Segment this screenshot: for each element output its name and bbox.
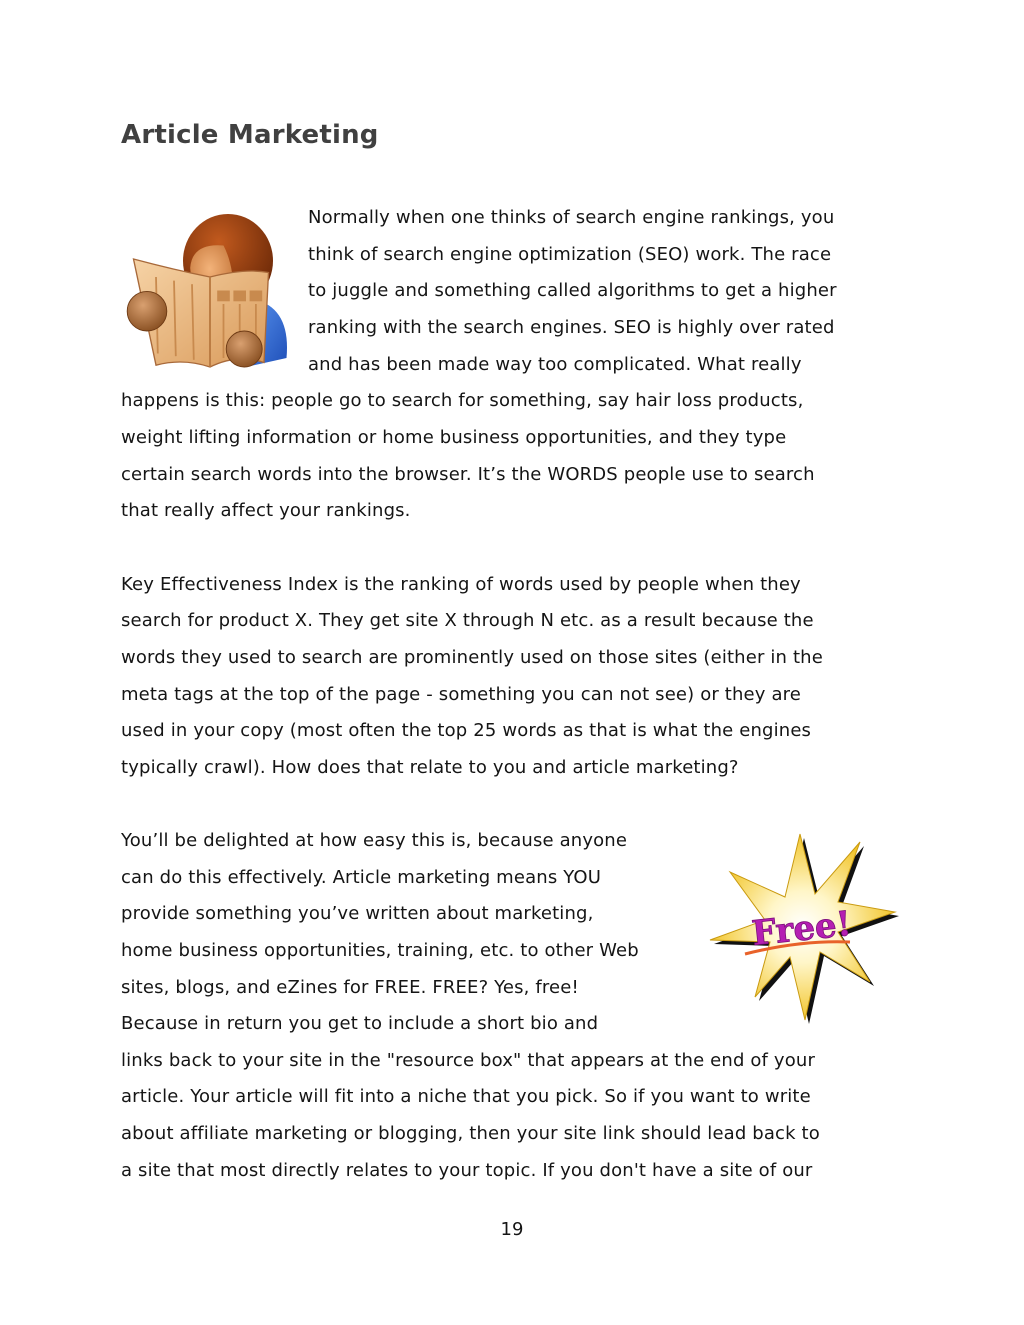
- paragraph-line: words they used to search are prominently used on those sites (either in the: [121, 647, 823, 668]
- paragraph-line: weight lifting information or home business opportunities, and they type: [121, 427, 787, 448]
- paragraph-line: provide something you’ve written about marketing,: [121, 903, 594, 924]
- paragraph-line: article. Your article will fit into a niche that you pick. So if you want to write: [121, 1086, 811, 1107]
- paragraph-line: used in your copy (most often the top 25 words as that is what the engines: [121, 720, 812, 741]
- paragraph-line: sites, blogs, and eZines for FREE. FREE? Yes, free!: [121, 977, 579, 998]
- paragraph-line: ranking with the search engines. SEO is highly over rated: [308, 317, 835, 338]
- newspaper-reader-icon: [120, 205, 300, 385]
- paragraph-line: You’ll be delighted at how easy this is, because anyone: [121, 830, 628, 851]
- paragraph-line: and has been made way too complicated. What really: [308, 354, 802, 375]
- paragraph-line: Normally when one thinks of search engine rankings, you: [308, 207, 835, 228]
- paragraph-line: about affiliate marketing or blogging, then your site link should lead back to: [121, 1123, 820, 1144]
- paragraph-line: Because in return you get to include a short bio and: [121, 1013, 599, 1034]
- paragraph-line: a site that most directly relates to your topic. If you don't have a site of our: [121, 1160, 813, 1181]
- free-badge-text: Free!: [750, 903, 854, 955]
- paragraph-line: Key Effectiveness Index is the ranking of words used by people when they: [121, 574, 801, 595]
- free-starburst-icon: [700, 832, 900, 1027]
- page-number: 19: [500, 1219, 524, 1240]
- paragraph-line: happens is this: people go to search for something, say hair loss products,: [121, 390, 804, 411]
- paragraph-line: meta tags at the top of the page - something you can not see) or they are: [121, 684, 801, 705]
- paragraph-line: to juggle and something called algorithms to get a higher: [308, 280, 837, 301]
- page-title: Article Marketing: [121, 120, 379, 150]
- paragraph-line: search for product X. They get site X through N etc. as a result because the: [121, 610, 814, 631]
- paragraph-line: certain search words into the browser. It’s the WORDS people use to search: [121, 464, 815, 485]
- paragraph-line: think of search engine optimization (SEO) work. The race: [308, 244, 832, 265]
- paragraph-line: typically crawl). How does that relate to you and article marketing?: [121, 757, 739, 778]
- paragraph-line: home business opportunities, training, etc. to other Web: [121, 940, 639, 961]
- paragraph-line: that really affect your rankings.: [121, 500, 411, 521]
- paragraph-line: can do this effectively. Article marketing means YOU: [121, 867, 602, 888]
- paragraph-line: links back to your site in the "resource box" that appears at the end of your: [121, 1050, 815, 1071]
